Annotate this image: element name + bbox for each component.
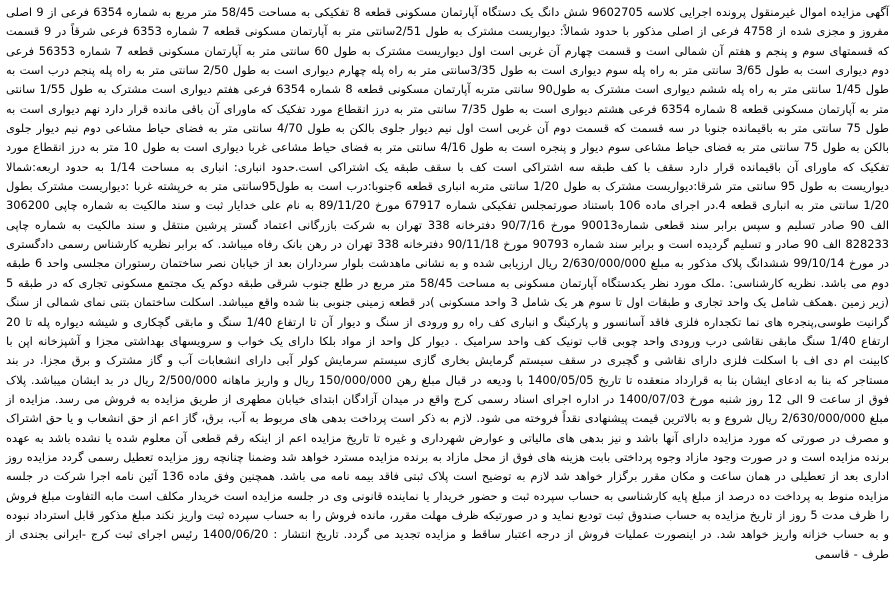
auction-notice-text: آگهی مزایده اموال غیرمنقول پرونده اجرایی کلاسه 9602705 شش دانگ یک دستگاه آپارتمان مسکونی قطعه 8 تفکیکی به مساحت 58/45 متر مربع به شماره 6354 فرعی از 9 اصلی مفروز و مجزی شده از 4758 فرعی از اصلی مذکور با حدود شمالاً: دیواریست مشترک به طول 2/51سانتی متر به آپارتمان مسکونی قطعه 7 شماره 6353 فرعی شرقاً در 9 قسمت که قسمتهای سوم و پنجم و هفتم آن شمالی است و قسمت چهارم آن غربی است اول دیواریست مشترک به طول 60 سانتی متر به آپارتمان مسکونی قطعه 7 شماره 56353 فرعی دوم دیواری است به طول 3/65 سانتی متر به راه پله سوم دیواری است به طول 3/35سانتی متر به راه پله چهارم دیواری است به طول 2/50 سانتی متر به راه پله پنجم درب است به طول 1/45 سانتی متر به راه پله ششم دیواری است مشترک به طول90 سانتی متربه آپارتمان مسکونی قطعه 8 شماره 6354 فرعی هفتم دیواری است مشترک به طول 1/55 سانتی متر به آپارتمان مسکونی قطعه 8 شماره 6354 فرعی هشتم دیواری است به طول 7/35 سانتی متر به درز انقطاع مورد تفکیک که ماورای آن باقی مانده قرار دارد نهم دیواری است به طول 75 سانتی متر به باقیمانده جنوبا در سه قسمت که قسمت دوم آن غربی است اول نیم دیوار جلوی بالکن به طول 4/70 سانتی متر به فضای حیاط مشاعی دوم نیم دیوار جلوی بالکن به طول 75 سانتی متر به فضای حیاط مشاعی سوم دیوار و پنجره است به طول 4/16 سانتی متر به فضای حیاط مشاعی غربا دیواری است به طول 10 متر به درز انقطاع مورد تفکیک که ماورای آن باقیمانده قرار دارد سقف با کف طبقه سه اشتراکی است کف با سقف طبقه یک اشتراکی است.حدود انباری: انباری به مساحت 1/14 به حدود اربعه:شمالا دیواریست به طول 95 سانتی متر شرقا:دیواریست مشترک به طول 1/20 سانتی متربه انباری قطعه 6جنوبا:درب است به طول95سانتی متر به خرپشته غربا :دیواریست مشترک بطول 1/20 سانتی متر به انباری قطعه 4.در اجرای ماده 106 باستناد صورتمجلس تفکیکی شماره 67917 مورخ 89/11/20 به نام علی خدایار ثبت و سند مالکیت به شماره چاپی 306200 الف 90 صادر تسلیم و سپس برابر سند قطعی شماره90013 مورخ 90/7/16 دفترخانه 338 تهران به شرکت بازرگانی اعتماد گستر پرشین منتقل و سند مالکیت به شماره چاپی 828233 الف 90 صادر و تسلیم گردیده است و برابر سند شماره 90793 مورخ 90/11/18 دفترخانه 338 تهران در رهن بانک رفاه میباشد. که برابر نظریه کارشناس رسمی دادگستری در مورخ 99/10/14 ششدانگ پلاک مذکور به مبلغ 2/630/000/000 ریال ارزیابی شده و به نشانی ماهدشت بلوار سرداران بعد از خیابان نصر ساختمان رستوران مجلسی واحد 6 طبقه دوم می باشد. نظریه کارشناسی: .ملک مورد نظر یکدستگاه آپارتمان مسکونی به مساحت 58/45 متر مربع در طلع جنوب شرقی طبقه دوکم یک مجتمع مسکونی تجاری که در طبقه 5 (زیر زمین .همکف شامل یک واحد تجاری و طبقات اول تا سوم هر یک شامل 3 واحد مسکونی )در قطعه زمینی جنوبی بنا شده واقع میباشد. اسکلت ساختمان بتنی نمای شمالی از سنگ گرانیت طوسی,پنجره های نما تکجداره فلزی فاقد آسانسور و پارکینگ و انباری کف راه رو ورودی از سنگ و دیوار آن تا ارتفاع 1/40 سنگ و مابقی گچکاری و شیشه دیواره پله تا 20 ارتفاع 1/40 سنگ مابقی نقاشی درب ورودی واحد چوبی قاب تونیک کف واحد سرامیک . دیوار کل واحد از مواد بلکا دارای یک خواب و سرویسهای بهداشتی مجزا و آشپزخانه اپن با کابینت ام دی اف با اسکلت فلزی دارای نقاشی و گچبری در سقف سیستم گرمایش بخاری گازی سیستم سرمایش کولر آبی دارای انشعابات آب و گاز مشترک و برق مجزا. در بند مستاجر که بنا به ادعای ایشان بنا به قرارداد منعقده تا تاریخ 1400/05/05 با ودیعه در قبال مبلغ رهن 150/000/000 ریال و واریز ماهانه 2/500/000 ریال در بد ایشان میباشد. پلاک فوق از ساعت 9 الی 12 روز شنبه مورخ 1400/07/03 در اداره اجرای اسناد رسمی کرج واقع در میدان آزادگان ابتدای خیابان مطهری از طریق مزایده به فروش می رسد. مزایده از مبلغ 2/630/000/000 ریال شروع و به بالاترین قیمت پیشنهادی نقداً فروخته می شود. لازم به ذکر است پرداخت بدهی های مربوط به آب، برق، گاز اعم از حق انشعاب و یا حق اشتراک و مصرف در صورتی که مورد مزایده دارای آنها باشد و نیز بدهی های مالیاتی و عوارض شهرداری و غیره تا تاریخ مزایده اعم از اینکه رقم قطعی آن معلوم شده یا نشده باشد به عهده برنده مزایده است و در صورت وجود مازاد وجوه پرداختی بابت هزینه های فوق از محل مازاد به برنده مزایده مسترد خواهد شد وضمنا چنانچه روز مزایده تعطیل رسمی گردد مزایده روز اداری بعد از تعطیلی در همان ساعت و مکان مقرر برگزار خواهد شد لازم به توضیح است پلاک ثبتی فاقد بیمه نامه می باشد. همچنین وفق ماده 136 آئین نامه اجرا شرکت در جلسه مزایده منوط به پرداخت ده درصد از مبلغ پایه کارشناسی به حساب سپرده ثبت و حضور خریدار یا نماینده قانونی وی در جلسه مزایده است خریدار مکلف است مابه التفاوت مبلغ فروش را ظرف مدت 5 روز از تاریخ مزایده به حساب صندوق ثبت تودیع نماید و در صورتیکه ظرف مهلت مقرر، مانده فروش را به حساب سپرده ثبت واریز نکند مبلغ مذکور قابل استرداد نبوده و به حساب خزانه واریز خواهد شد. در اینصورت عملیات فروش از درجه اعتبار ساقط و مزایده تجدید می گردد. تاریخ انتشار : 1400/06/20 رئیس اجرای ثبت کرج -ایرانی بجندی از طرف - قاسمی (6, 5, 890, 561)
